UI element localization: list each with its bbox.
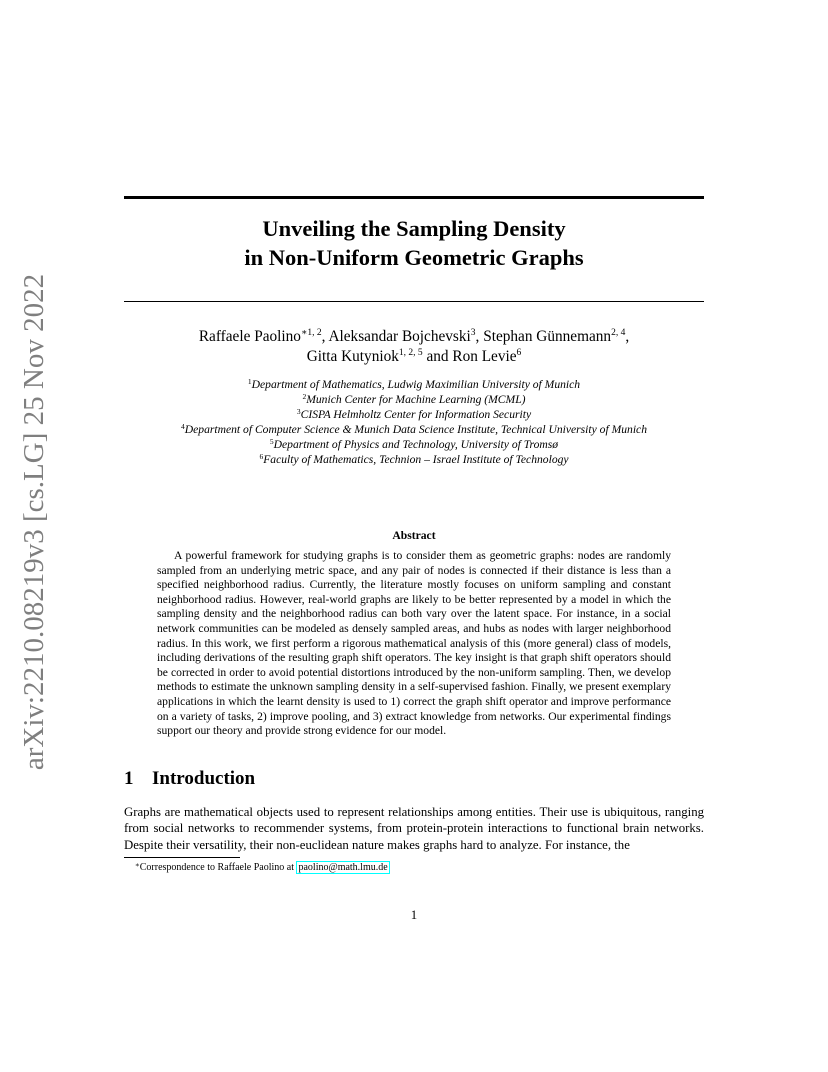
- affiliation-marker: 3: [296, 407, 301, 416]
- affiliations-list: [124, 377, 704, 467]
- arxiv-identifier-stamp: arXiv:2210.08219v3 [cs.LG] 25 Nov 2022: [18, 273, 50, 771]
- affiliation: [124, 452, 704, 467]
- footnote-marker: ∗: [135, 861, 140, 869]
- author-name: Raffaele Paolino: [198, 328, 301, 345]
- author-separator: ,: [475, 328, 484, 345]
- affiliation-marker: 4: [181, 422, 185, 431]
- author-affiliation-marker: ∗1, 2: [300, 328, 322, 338]
- affiliation-text: CISPA Helmholtz Center for Information Security: [300, 408, 532, 421]
- affiliation-text: Department of Computer Science & Munich Data Science Institute, Technical University of Munich: [184, 423, 647, 436]
- affiliation-marker: 6: [259, 452, 264, 461]
- affiliation-marker: 1: [247, 377, 252, 386]
- footnote: [135, 861, 390, 875]
- affiliation-text: Department of Mathematics, Ludwig Maximilian University of Munich: [251, 378, 581, 391]
- affiliation: [124, 392, 704, 407]
- paper-title: [124, 214, 704, 272]
- abstract-body: A powerful framework for studying graphs is to consider them as geometric graphs: nodes are randomly sampled from an underlying metric space, and any pair of nodes is connected if their distance is less than a specified neighborhood radius. Currently, the literature mostly focuses on uniform sampling and constant neighborhood radius. However, real-world graphs are likely to be better represented by a model in which the sampling density and the neighborhood radius can both vary over the latent space. For instance, in a social network communities can be modeled as densely sampled areas, and hubs as nodes with larger neighborhood radius. In this work, we first perform a rigorous mathematical analysis of this (more general) class of models, including derivations of the resulting graph shift operators. The key insight is that graph shift operators should be corrected in order to avoid potential distortions introduced by the non-uniform sampling. Then, we develop methods to estimate the unknown sampling density in a self-supervised fashion. Finally, we present exemplary applications in which the learnt density is used to 1) correct the graph shift operator and improve performance on a variety of tasks, 2) improve pooling, and 3) extract knowledge from networks. Our experimental findings support our theory and provide strong evidence for our model.: [157, 549, 671, 738]
- author-line-1: [124, 327, 704, 346]
- title-line-1: Unveiling the Sampling Density: [262, 216, 566, 241]
- affiliation: [124, 407, 704, 422]
- affiliation: [124, 437, 704, 452]
- footnote-rule: [124, 857, 240, 858]
- author-affiliation-marker: 3: [470, 328, 476, 338]
- author-affiliation-marker: 1, 2, 5: [398, 348, 423, 358]
- title-line-2: in Non-Uniform Geometric Graphs: [244, 245, 584, 270]
- section-title: Introduction: [152, 768, 256, 789]
- affiliation-marker: 2: [302, 392, 307, 401]
- author-affiliation-marker: 2, 4: [611, 328, 626, 338]
- author-name: Stephan Günnemann: [483, 328, 612, 345]
- page-number: 1: [410, 908, 418, 922]
- author-separator: ,: [625, 328, 630, 345]
- abstract-heading: Abstract: [392, 529, 436, 542]
- author-name: Aleksandar Bojchevski: [328, 328, 471, 345]
- affiliation-marker: 5: [269, 437, 274, 446]
- correspondence-email-link[interactable]: paolino@math.lmu.de: [298, 862, 388, 873]
- affiliation-text: Munich Center for Machine Learning (MCML): [306, 393, 526, 406]
- section-heading: [124, 767, 255, 791]
- affiliation: [124, 377, 704, 392]
- title-bottom-rule: [124, 301, 704, 302]
- affiliation-text: Faculty of Mathematics, Technion – Israel Institute of Technology: [263, 453, 569, 466]
- author-name: Ron Levie: [452, 348, 517, 365]
- author-separator: ,: [321, 328, 329, 345]
- author-affiliation-marker: 6: [516, 348, 522, 358]
- author-name: Gitta Kutyniok: [306, 348, 399, 365]
- title-top-rule: [124, 196, 704, 199]
- affiliation: [124, 422, 704, 437]
- introduction-paragraph: Graphs are mathematical objects used to represent relationships among entities. Their use is ubiquitous, ranging from social networks to recommender systems, from protein-protein interactions to functional brain networks. Despite their versatility, their non-euclidean nature makes graphs hard to analyze. For instance, the: [124, 805, 704, 852]
- author-line-2: [124, 347, 704, 366]
- section-number: 1: [124, 768, 134, 789]
- footnote-text: Correspondence to Raffaele Paolino at: [139, 862, 297, 873]
- author-separator: and: [422, 348, 453, 365]
- affiliation-text: Department of Physics and Technology, University of Tromsø: [273, 438, 559, 451]
